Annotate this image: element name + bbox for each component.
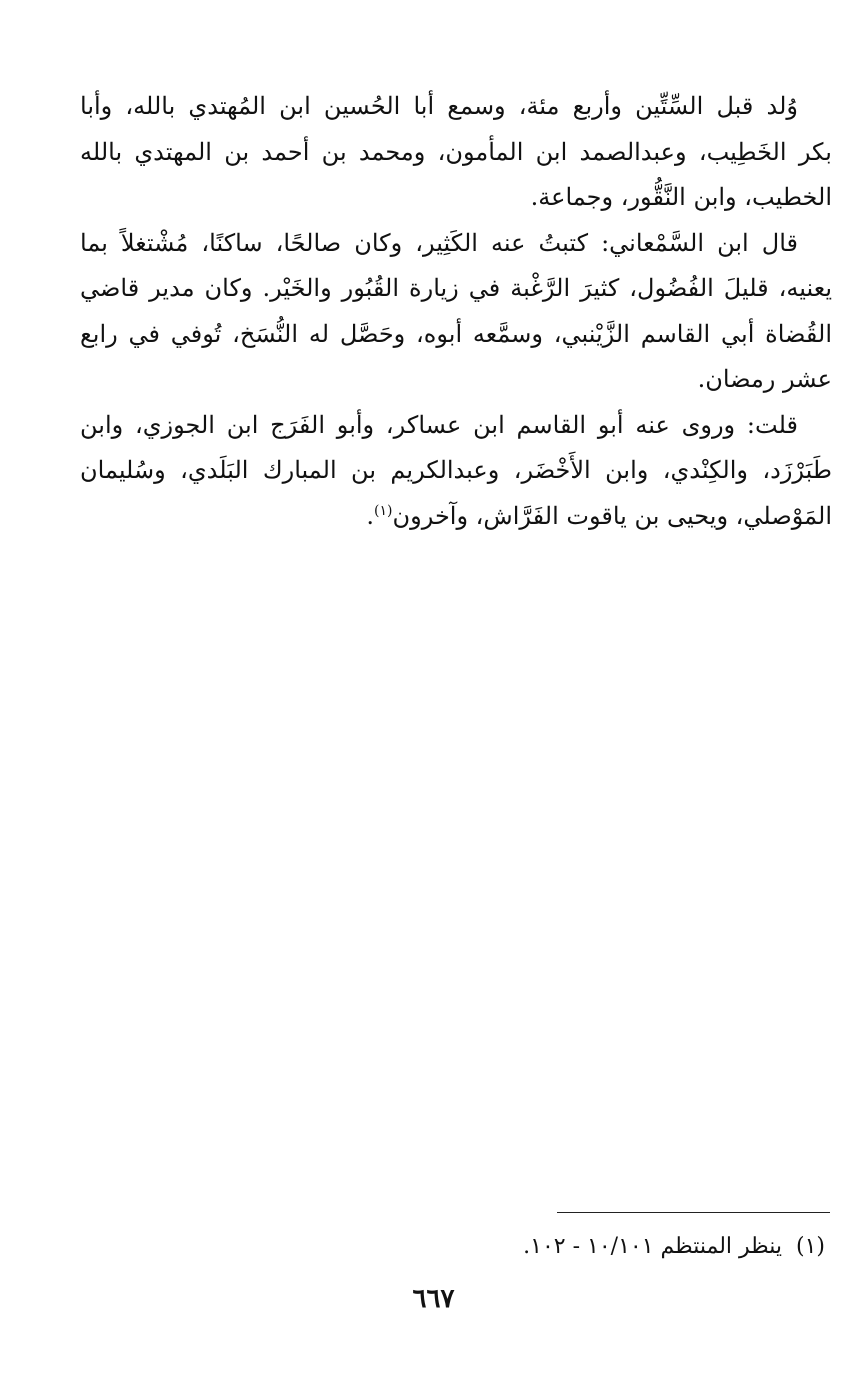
footnote bbox=[65, 1232, 825, 1262]
text-line: وُلد قبل السِّتِّين وأربع مئة، وسمع أبا الحُسين ابن المُهتدي بالله، وأبا bbox=[80, 92, 798, 120]
footnote-reference: (١) bbox=[374, 502, 393, 519]
text-line: القُضاة أبي القاسم الزَّيْنبي، وسمَّعه أبوه، وحَصَّل له النُّسَخ، تُوفي في رابع bbox=[80, 319, 832, 348]
footnote-text: ينظر المنتظم ١٠/١٠١ - ١٠٢. bbox=[523, 1234, 782, 1259]
text-line: قلت: وروى عنه أبو القاسم ابن عساكر، وأبو الفَرَج ابن الجوزي، وابن bbox=[80, 410, 798, 439]
text-line-content: المَوْصلي، ويحيى بن ياقوت الفَرَّاش، وآخرون bbox=[392, 501, 832, 530]
text-line: بكر الخَطِيب، وعبدالصمد ابن المأمون، ومحمد بن أحمد بن المهتدي بالله bbox=[80, 137, 832, 166]
footnote-divider bbox=[557, 1212, 830, 1213]
page-number: ٦٦٧ bbox=[412, 1284, 455, 1314]
footnote-number: (١) bbox=[795, 1234, 825, 1259]
sentence-end: . bbox=[366, 501, 375, 530]
paragraph-3 bbox=[80, 403, 832, 540]
text-line: عشر رمضان. bbox=[697, 365, 832, 393]
paragraph-2 bbox=[80, 221, 832, 403]
main-text bbox=[80, 84, 832, 539]
text-line: طَبَرْزَد، والكِنْدي، وابن الأَخْضَر، وعبدالكريم بن المبارك البَلَدي، وسُليمان bbox=[80, 456, 832, 484]
paragraph-1 bbox=[80, 84, 832, 221]
text-line: قال ابن السَّمْعاني: كتبتُ عنه الكَثِير، وكان صالحًا، ساكنًا، مُشْتغلاً بما bbox=[80, 228, 798, 257]
text-line: الخطيب، وابن النَّقُّور، وجماعة. bbox=[530, 183, 832, 211]
text-line-with-note bbox=[80, 494, 832, 540]
text-line: يعنيه، قليلَ الفُضُول، كثيرَ الرَّغْبة في زيارة القُبُور والخَيْر. وكان مدير قاضي bbox=[80, 274, 832, 302]
